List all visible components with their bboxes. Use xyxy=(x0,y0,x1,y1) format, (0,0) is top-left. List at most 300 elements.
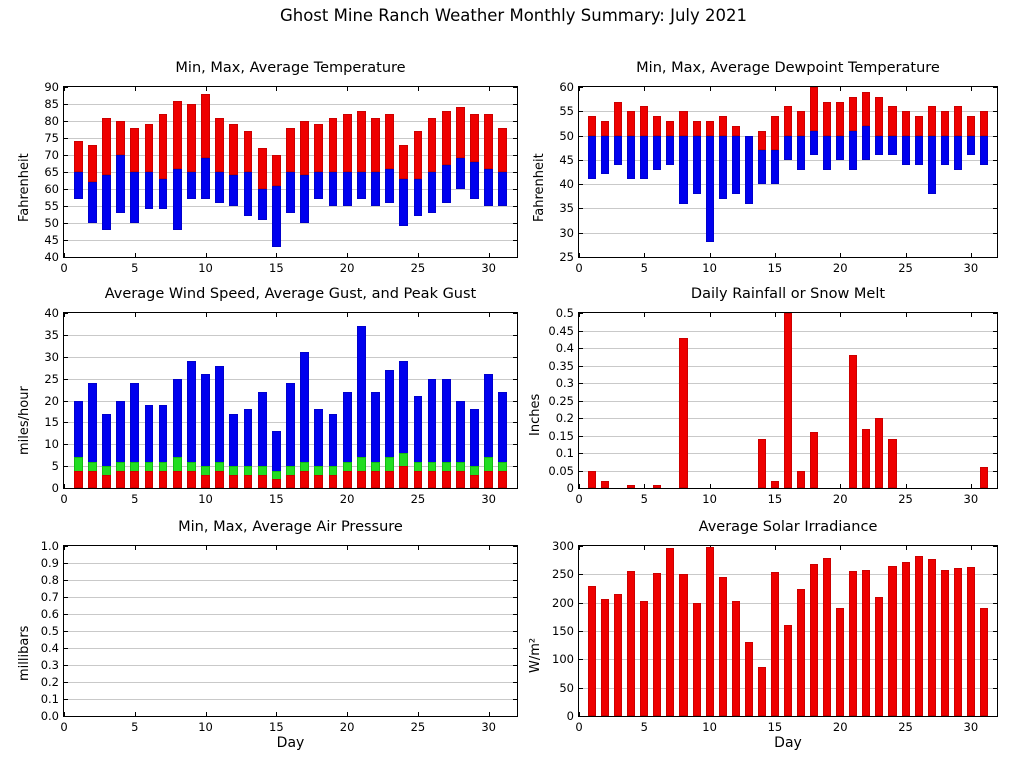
bar xyxy=(484,169,493,206)
bar xyxy=(836,136,844,160)
bar xyxy=(399,466,408,488)
y-tick-mark xyxy=(993,257,997,258)
bar xyxy=(679,136,687,204)
bar xyxy=(758,150,766,184)
x-tick-mark xyxy=(418,87,419,91)
y-tick-mark xyxy=(513,563,517,564)
panel-temperature xyxy=(17,60,518,275)
x-tick-mark xyxy=(135,712,136,716)
yaxis-label-dewpoint: Fahrenheit xyxy=(532,153,547,222)
bar xyxy=(456,107,465,158)
bar xyxy=(888,106,896,135)
y-tick-mark xyxy=(513,580,517,581)
gridline xyxy=(64,614,517,615)
bar xyxy=(823,136,831,170)
bar xyxy=(187,172,196,199)
bar xyxy=(954,568,962,716)
y-tick-mark xyxy=(64,597,68,598)
y-tick-label: 55 xyxy=(559,104,574,119)
y-tick-label: 25 xyxy=(559,250,574,264)
panel-title-solar: Average Solar Irradiance xyxy=(698,519,878,535)
bar xyxy=(399,179,408,227)
panel-wind xyxy=(17,286,518,506)
y-tick-label: 50 xyxy=(559,128,574,143)
x-tick-mark xyxy=(710,87,711,91)
y-tick-mark xyxy=(579,436,583,437)
y-tick-mark xyxy=(579,257,583,258)
bar xyxy=(272,155,281,186)
bar xyxy=(385,114,394,168)
x-tick-label: 5 xyxy=(131,720,139,734)
x-tick-mark xyxy=(971,313,972,317)
y-tick-label: 0.05 xyxy=(548,463,574,478)
bar xyxy=(758,439,766,488)
bar xyxy=(888,566,896,716)
x-tick-label: 10 xyxy=(702,492,717,506)
bar xyxy=(484,471,493,489)
bar xyxy=(588,471,596,489)
bar xyxy=(371,172,380,206)
y-tick-mark xyxy=(579,716,583,717)
y-tick-mark xyxy=(993,436,997,437)
x-tick-mark xyxy=(489,87,490,91)
y-tick-mark xyxy=(993,716,997,717)
x-tick-mark xyxy=(906,87,907,91)
y-tick-mark xyxy=(513,466,517,467)
x-tick-label: 20 xyxy=(339,261,355,275)
bar xyxy=(130,471,139,489)
bar xyxy=(719,116,727,135)
bar xyxy=(300,121,309,175)
bar xyxy=(679,338,687,489)
xaxis-label-solar: Day xyxy=(774,735,802,751)
y-tick-mark xyxy=(993,574,997,575)
x-tick-mark xyxy=(347,87,348,91)
y-tick-mark xyxy=(993,471,997,472)
plot-area-solar xyxy=(552,539,998,734)
panel-title-rainfall: Daily Rainfall or Snow Melt xyxy=(690,286,886,302)
y-tick-mark xyxy=(513,257,517,258)
y-tick-mark xyxy=(993,184,997,185)
x-tick-mark xyxy=(840,253,841,257)
y-tick-mark xyxy=(513,313,517,314)
y-tick-mark xyxy=(64,580,68,581)
x-tick-mark xyxy=(64,253,65,257)
bar xyxy=(484,114,493,168)
panel-title-dewpoint: Min, Max, Average Dewpoint Temperature xyxy=(636,60,940,76)
bar xyxy=(640,601,648,716)
y-tick-mark xyxy=(993,111,997,112)
plot-area-dewpoint xyxy=(559,80,998,275)
x-tick-mark xyxy=(418,253,419,257)
y-tick-mark xyxy=(579,659,583,660)
x-tick-label: 0 xyxy=(60,720,68,734)
y-tick-mark xyxy=(64,422,68,423)
x-tick-mark xyxy=(135,253,136,257)
x-tick-mark xyxy=(489,253,490,257)
x-tick-mark xyxy=(644,313,645,317)
y-tick-mark xyxy=(579,574,583,575)
y-tick-mark xyxy=(579,401,583,402)
bar xyxy=(653,573,661,716)
x-tick-mark xyxy=(906,484,907,488)
y-tick-label: 0.1 xyxy=(555,446,574,460)
x-tick-label: 30 xyxy=(481,261,497,275)
x-tick-mark xyxy=(971,484,972,488)
x-tick-mark xyxy=(710,253,711,257)
y-tick-mark xyxy=(513,614,517,615)
gridline xyxy=(64,699,517,700)
x-tick-mark xyxy=(906,253,907,257)
y-tick-label: 300 xyxy=(552,539,574,553)
x-tick-mark xyxy=(135,87,136,91)
y-tick-mark xyxy=(513,189,517,190)
y-tick-mark xyxy=(64,379,68,380)
gridline xyxy=(64,648,517,649)
bar xyxy=(442,471,451,489)
x-tick-label: 20 xyxy=(832,261,848,275)
x-tick-label: 25 xyxy=(898,492,913,506)
bar xyxy=(470,475,479,488)
x-tick-label: 20 xyxy=(832,492,848,506)
y-tick-mark xyxy=(64,172,68,173)
bar xyxy=(980,608,988,716)
bar xyxy=(967,136,975,155)
bar xyxy=(653,136,661,170)
bar xyxy=(272,186,281,247)
bar xyxy=(498,172,507,206)
bar xyxy=(745,642,753,716)
bar xyxy=(719,577,727,716)
gridline xyxy=(64,104,517,105)
y-tick-mark xyxy=(64,335,68,336)
yaxis-label-pressure: millibars xyxy=(17,625,32,681)
x-tick-label: 0 xyxy=(575,492,583,506)
bar xyxy=(980,136,988,165)
x-tick-label: 10 xyxy=(702,720,717,734)
bar xyxy=(836,102,844,136)
y-tick-label: 100 xyxy=(552,652,574,667)
y-tick-mark xyxy=(64,357,68,358)
y-tick-label: 70 xyxy=(44,148,59,162)
y-tick-mark xyxy=(513,699,517,700)
x-tick-label: 20 xyxy=(339,720,355,734)
x-tick-mark xyxy=(489,313,490,317)
y-tick-label: 0.9 xyxy=(40,556,59,570)
bar xyxy=(653,116,661,135)
bar xyxy=(941,570,949,716)
y-tick-mark xyxy=(513,716,517,717)
y-tick-mark xyxy=(579,488,583,489)
bar xyxy=(159,471,168,489)
bar xyxy=(862,570,870,716)
y-tick-mark xyxy=(993,208,997,209)
bar xyxy=(601,136,609,175)
y-tick-label: 150 xyxy=(552,624,574,638)
x-tick-mark xyxy=(347,313,348,317)
bar xyxy=(159,114,168,179)
y-tick-label: 30 xyxy=(559,225,574,240)
bar xyxy=(758,131,766,150)
bar xyxy=(928,106,936,135)
y-tick-label: 90 xyxy=(44,80,59,94)
y-tick-mark xyxy=(64,466,68,467)
y-tick-mark xyxy=(64,138,68,139)
bar xyxy=(329,475,338,488)
bar xyxy=(215,172,224,203)
y-tick-label: 10 xyxy=(44,437,59,452)
bar xyxy=(693,136,701,194)
bar xyxy=(588,116,596,135)
bar xyxy=(300,471,309,489)
x-tick-mark xyxy=(64,313,65,317)
bar xyxy=(915,556,923,716)
y-tick-mark xyxy=(513,335,517,336)
bar xyxy=(745,136,753,204)
x-tick-mark xyxy=(644,87,645,91)
x-tick-label: 5 xyxy=(640,492,648,506)
bar xyxy=(706,136,714,243)
bar xyxy=(357,111,366,172)
y-tick-mark xyxy=(513,240,517,241)
y-tick-mark xyxy=(64,488,68,489)
x-tick-label: 5 xyxy=(640,720,648,734)
bar xyxy=(145,124,154,172)
x-tick-mark xyxy=(710,313,711,317)
x-tick-label: 0 xyxy=(60,261,68,275)
y-tick-label: 15 xyxy=(44,415,59,430)
y-tick-mark xyxy=(993,348,997,349)
bar xyxy=(414,179,423,216)
bar xyxy=(902,562,910,716)
bar xyxy=(980,467,988,488)
y-tick-mark xyxy=(64,631,68,632)
x-tick-mark xyxy=(64,712,65,716)
y-tick-mark xyxy=(64,699,68,700)
xaxis-label-pressure: Day xyxy=(276,735,305,751)
y-tick-label: 200 xyxy=(552,595,574,610)
gridline xyxy=(579,233,997,234)
bar xyxy=(666,136,674,165)
y-tick-mark xyxy=(579,418,583,419)
gridline xyxy=(64,631,517,632)
y-tick-label: 0.0 xyxy=(40,709,59,723)
bar xyxy=(810,131,818,155)
yaxis-label-solar: W/m² xyxy=(528,637,543,673)
y-tick-label: 40 xyxy=(559,177,574,192)
bar xyxy=(428,172,437,213)
x-tick-mark xyxy=(579,484,580,488)
bar xyxy=(399,145,408,179)
x-tick-label: 15 xyxy=(269,720,284,734)
y-tick-mark xyxy=(513,206,517,207)
y-tick-mark xyxy=(993,688,997,689)
y-tick-label: 0.2 xyxy=(40,675,59,689)
bar xyxy=(187,104,196,172)
bar xyxy=(902,111,910,135)
bar xyxy=(888,439,896,488)
gridline xyxy=(64,597,517,598)
bar xyxy=(823,558,831,716)
x-tick-mark xyxy=(971,87,972,91)
y-tick-mark xyxy=(579,688,583,689)
bar xyxy=(601,481,609,488)
bar xyxy=(862,429,870,489)
panel-title-temperature: Min, Max, Average Temperature xyxy=(175,60,406,76)
x-tick-mark xyxy=(971,253,972,257)
gridline xyxy=(64,563,517,564)
y-tick-label: 80 xyxy=(44,114,59,128)
x-tick-label: 20 xyxy=(339,492,355,506)
x-tick-label: 25 xyxy=(410,492,426,506)
y-tick-label: 45 xyxy=(559,152,574,167)
y-tick-mark xyxy=(993,160,997,161)
bar xyxy=(627,111,635,135)
x-tick-mark xyxy=(206,546,207,550)
y-tick-label: 0.15 xyxy=(548,428,574,443)
bar xyxy=(173,101,182,169)
bar xyxy=(244,131,253,172)
x-tick-mark xyxy=(579,87,580,91)
bar xyxy=(229,475,238,488)
yaxis-label-rainfall: Inches xyxy=(528,393,543,436)
y-tick-mark xyxy=(993,631,997,632)
y-tick-mark xyxy=(579,208,583,209)
bar xyxy=(130,128,139,172)
y-tick-label: 0.4 xyxy=(555,341,574,355)
x-tick-label: 0 xyxy=(60,492,68,506)
y-tick-label: 50 xyxy=(559,680,574,695)
y-tick-label: 0 xyxy=(566,709,574,723)
x-tick-mark xyxy=(906,546,907,550)
plot-area-wind xyxy=(44,306,518,506)
bar xyxy=(928,136,936,194)
y-tick-mark xyxy=(579,136,583,137)
y-tick-mark xyxy=(64,155,68,156)
bar xyxy=(428,471,437,489)
y-tick-mark xyxy=(579,184,583,185)
x-tick-mark xyxy=(64,87,65,91)
y-tick-mark xyxy=(64,665,68,666)
x-tick-mark xyxy=(64,546,65,550)
bar xyxy=(414,471,423,489)
bar xyxy=(371,471,380,489)
bar xyxy=(875,418,883,488)
bar xyxy=(614,136,622,165)
x-tick-label: 5 xyxy=(640,261,648,275)
bar xyxy=(201,158,210,199)
y-tick-label: 60 xyxy=(559,80,574,94)
bar xyxy=(498,128,507,172)
bar xyxy=(797,136,805,170)
y-tick-mark xyxy=(64,648,68,649)
bar xyxy=(357,471,366,489)
y-tick-mark xyxy=(993,488,997,489)
bar xyxy=(627,485,635,489)
x-tick-mark xyxy=(906,313,907,317)
bar xyxy=(215,471,224,489)
bar xyxy=(666,548,674,716)
x-tick-mark xyxy=(347,253,348,257)
bar xyxy=(902,136,910,165)
bar xyxy=(810,432,818,488)
bar xyxy=(614,594,622,716)
x-tick-label: 15 xyxy=(767,261,783,275)
bar xyxy=(915,136,923,165)
bar xyxy=(862,126,870,160)
y-tick-label: 0.8 xyxy=(40,573,59,587)
bar xyxy=(145,172,154,209)
x-tick-label: 25 xyxy=(898,261,913,275)
x-tick-label: 20 xyxy=(832,720,848,734)
bar xyxy=(980,111,988,135)
y-tick-label: 1.0 xyxy=(40,539,59,553)
bar xyxy=(849,571,857,716)
bar xyxy=(849,131,857,170)
x-tick-mark xyxy=(276,546,277,550)
bar xyxy=(428,118,437,172)
x-tick-mark xyxy=(644,484,645,488)
y-tick-mark xyxy=(513,223,517,224)
y-tick-mark xyxy=(513,87,517,88)
bar xyxy=(823,102,831,136)
y-tick-label: 0.1 xyxy=(40,692,59,706)
bar xyxy=(357,172,366,199)
bar xyxy=(771,116,779,150)
bar xyxy=(88,471,97,489)
bar xyxy=(343,471,352,489)
bar xyxy=(215,118,224,172)
y-tick-mark xyxy=(993,313,997,314)
y-tick-label: 35 xyxy=(44,327,59,342)
y-tick-label: 45 xyxy=(44,233,59,247)
y-tick-mark xyxy=(513,138,517,139)
x-tick-mark xyxy=(135,313,136,317)
bar xyxy=(875,597,883,716)
x-tick-label: 15 xyxy=(767,492,783,506)
gridline xyxy=(64,665,517,666)
x-tick-mark xyxy=(644,253,645,257)
y-tick-label: 85 xyxy=(44,97,59,111)
bar xyxy=(258,148,267,189)
y-tick-mark xyxy=(513,357,517,358)
bar xyxy=(385,471,394,489)
bar xyxy=(954,136,962,170)
bar xyxy=(875,136,883,155)
y-tick-label: 30 xyxy=(44,349,59,364)
x-tick-label: 10 xyxy=(702,261,717,275)
bar xyxy=(888,136,896,155)
bar xyxy=(102,175,111,229)
y-tick-label: 0 xyxy=(51,481,59,495)
panel-title-pressure: Min, Max, Average Air Pressure xyxy=(178,519,403,535)
x-tick-mark xyxy=(489,712,490,716)
x-tick-mark xyxy=(710,484,711,488)
x-tick-label: 10 xyxy=(198,720,213,734)
y-tick-label: 40 xyxy=(44,250,59,264)
y-tick-mark xyxy=(513,546,517,547)
gridline xyxy=(64,357,517,358)
bar xyxy=(706,121,714,136)
bar xyxy=(470,162,479,199)
bar xyxy=(862,92,870,126)
gridline xyxy=(64,580,517,581)
bar xyxy=(797,589,805,716)
plot-area-pressure xyxy=(40,539,518,734)
y-tick-mark xyxy=(513,104,517,105)
x-tick-label: 5 xyxy=(131,261,139,275)
y-tick-mark xyxy=(579,331,583,332)
